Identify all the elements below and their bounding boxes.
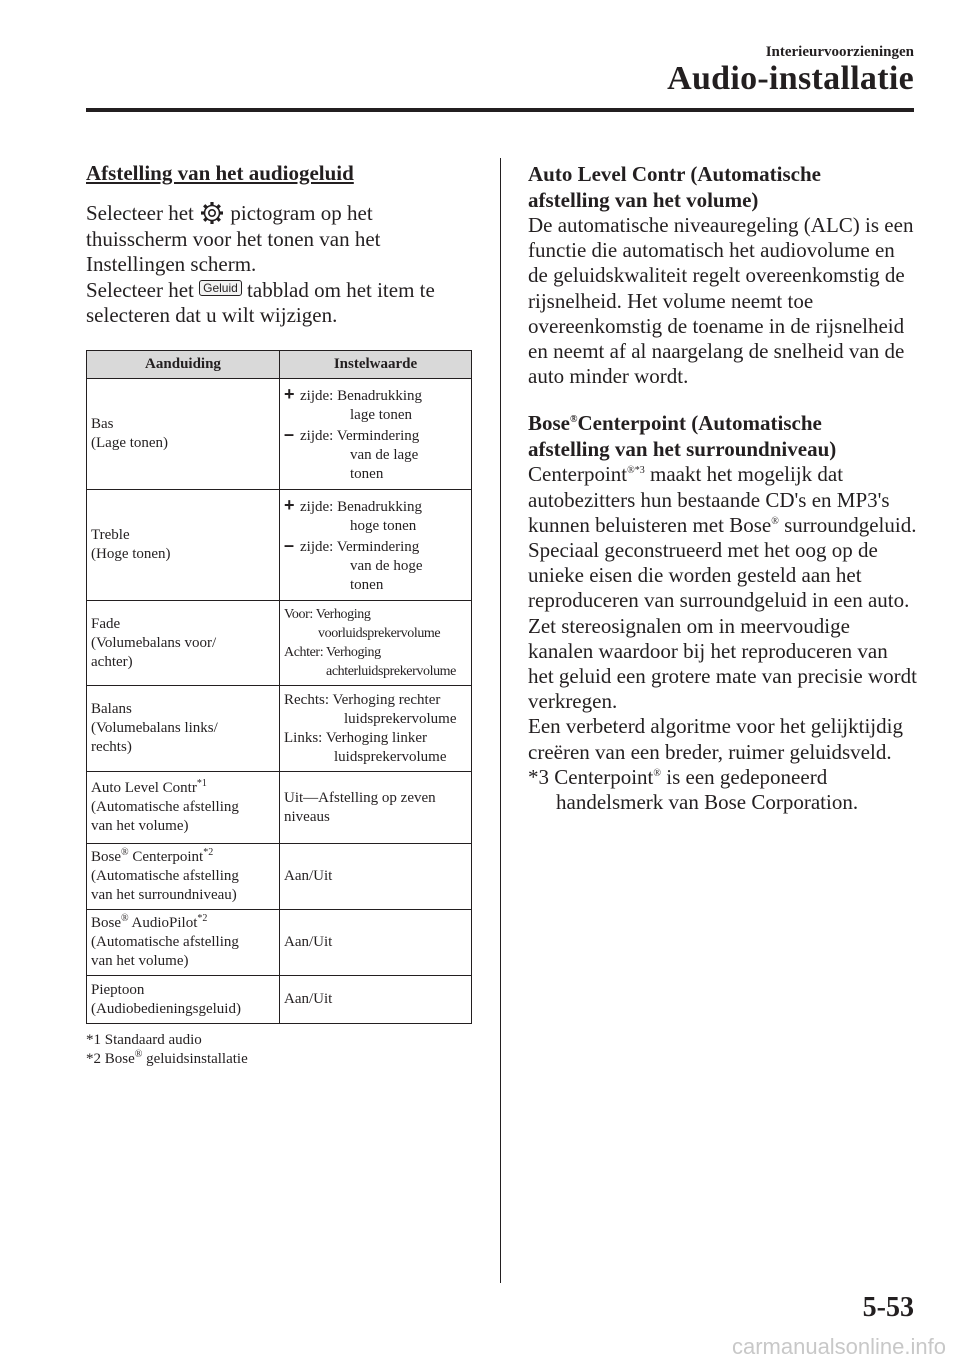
value-line: lage tonen	[350, 406, 413, 423]
column-header-aanduiding: Aanduiding	[87, 351, 280, 379]
table-row	[87, 601, 472, 686]
value-line: Voor: Verhoging	[284, 607, 371, 622]
row-name: Fade	[91, 615, 121, 632]
row-name: Bas	[91, 416, 114, 432]
row-value-alc	[280, 772, 472, 844]
row-subname: (Audiobedieningsgeluid)	[91, 1000, 241, 1017]
row-value-treble	[280, 490, 472, 601]
registered-footnote-mark: ®*3	[627, 465, 645, 477]
row-label-alc	[87, 772, 280, 844]
footnote-marker: *1	[196, 778, 207, 789]
row-value-balans	[280, 686, 472, 772]
row-subname: (Volumebalans links/	[91, 720, 218, 736]
body-text: surroundgeluid.	[778, 512, 917, 537]
value-line: tonen	[350, 576, 384, 593]
geluid-tab-button: Geluid	[199, 280, 242, 296]
footnote-1: *1 Standaard audio	[86, 1032, 202, 1048]
registered-mark: ®	[771, 515, 779, 527]
registered-mark: ®	[570, 414, 578, 426]
heading-line: Centerpoint (Automatische	[577, 411, 822, 436]
intro-paragraph-2	[86, 278, 474, 329]
left-column	[86, 160, 474, 329]
body-text: maakt het mogelijk dat autobezitters hun bestaande CD's en MP3's kunnen beluisteren met Bose	[528, 462, 890, 537]
value-line: van de hoge	[350, 557, 423, 574]
heading-line: afstelling van het volume)	[528, 187, 759, 212]
value-line: hoge tonen	[350, 517, 417, 534]
registered-mark: ®	[653, 767, 662, 779]
column-divider	[500, 158, 501, 1283]
body-text: Centerpoint	[528, 462, 628, 487]
value-line: Rechts: Verhoging rechter	[284, 691, 441, 708]
value-line: voorluidsprekervolume	[318, 626, 441, 641]
page-title: Audio-installatie	[667, 60, 914, 97]
row-label-centerpoint	[87, 844, 280, 910]
footnote-3	[528, 765, 918, 815]
table-row	[87, 976, 472, 1024]
row-subname: (Automatische afstelling	[91, 799, 239, 815]
intro-text: pictogram op het thuisscherm voor het tonen van het Instellingen scherm.	[86, 201, 381, 276]
registered-mark: ®	[134, 1049, 143, 1060]
footnote-marker: *2	[197, 913, 208, 924]
value-line: zijde: Vermindering	[300, 538, 420, 555]
section-title: Afstelling van het audiogeluid	[86, 161, 354, 185]
row-value-bas	[280, 379, 472, 490]
table-header-row	[87, 351, 472, 379]
footnote-text: *2 Bose	[86, 1051, 135, 1067]
heading-line: Auto Level Contr (Automatische	[528, 162, 821, 186]
centerpoint-paragraph-1	[528, 462, 918, 538]
row-name: Centerpoint	[128, 849, 204, 865]
centerpoint-paragraph-2: Speciaal geconstrueerd met het oog op de unieke eisen die worden gesteld aan het reproduceren van surroundgeluid in een auto.	[528, 538, 910, 613]
settings-gear-icon	[199, 200, 225, 226]
alc-heading	[528, 162, 918, 213]
table-row	[87, 686, 472, 772]
intro-text: Selecteer het	[86, 201, 194, 225]
row-label-bas	[87, 379, 280, 490]
row-name: Pieptoon	[91, 981, 145, 998]
plus-icon: +	[284, 494, 295, 515]
spacer	[528, 389, 918, 411]
plus-icon: +	[284, 383, 295, 404]
row-name: Treble	[91, 527, 130, 543]
value-line: Achter: Verhoging	[284, 645, 381, 660]
intro-text: Selecteer het	[86, 277, 194, 302]
value-line: achterluidsprekervolume	[326, 664, 456, 679]
table-row	[87, 490, 472, 601]
table-footnotes	[86, 1031, 248, 1069]
row-subname: van het volume)	[91, 953, 189, 969]
registered-mark: ®	[121, 847, 129, 858]
row-name: Bose	[91, 849, 121, 865]
table-row	[87, 844, 472, 910]
row-name: Bose	[91, 915, 121, 931]
row-value-audiopilot: Aan/Uit	[280, 910, 472, 976]
value-line: Links: Verhoging linker	[284, 729, 428, 746]
value-line: zijde: Benadrukking	[300, 498, 423, 515]
value-line: zijde: Vermindering	[300, 427, 420, 444]
row-label-balans	[87, 686, 280, 772]
header-rule	[86, 108, 914, 112]
row-subname: (Lage tonen)	[91, 435, 169, 451]
centerpoint-heading	[528, 411, 918, 462]
table-row	[87, 910, 472, 976]
row-value-pieptoon: Aan/Uit	[280, 976, 472, 1024]
right-column	[528, 162, 918, 815]
value-line: luidsprekervolume	[344, 710, 457, 727]
section-header: Interieurvoorzieningen	[765, 44, 914, 60]
row-label-treble	[87, 490, 280, 601]
row-label-fade	[87, 601, 280, 686]
footnote-2	[86, 1050, 248, 1069]
registered-mark: ®	[121, 913, 129, 924]
row-label-audiopilot	[87, 910, 280, 976]
row-subname: (Automatische afstelling	[91, 934, 239, 950]
watermark: carmanualsonline.info	[731, 1334, 946, 1359]
table-row	[87, 772, 472, 844]
heading-line: afstelling van het surroundniveau)	[528, 436, 837, 461]
row-value-centerpoint: Aan/Uit	[280, 844, 472, 910]
intro-paragraph-1	[86, 200, 474, 278]
row-subname: (Automatische afstelling	[91, 868, 239, 884]
value-line: luidsprekervolume	[334, 748, 447, 765]
heading-line: Bose	[528, 411, 570, 436]
minus-icon: –	[284, 534, 295, 555]
column-header-instelwaarde: Instelwaarde	[280, 351, 472, 379]
footnote-marker: *2	[203, 847, 214, 858]
minus-icon: –	[284, 423, 295, 444]
footnote-text: geluidsinstallatie	[142, 1051, 248, 1067]
row-subname: achter)	[91, 653, 133, 670]
row-name: AudioPilot	[128, 915, 198, 931]
centerpoint-paragraph-3: Zet stereosignalen om in meervoudige kanalen waardoor bij het reproduceren van het geluid een grotere mate van precisie wordt verkregen.	[528, 613, 917, 714]
footnote-text: *3 Centerpoint	[528, 764, 654, 789]
footnote-text: is een gedeponeerd	[661, 764, 828, 789]
row-name: Balans	[91, 701, 132, 717]
intro-text: tabblad om het item te selecteren dat u wilt wijzigen.	[86, 277, 435, 327]
settings-table	[86, 350, 472, 1024]
alc-paragraph: De automatische niveauregeling (ALC) is een functie die automatisch het audiovolume en de geluidskwaliteit regelt overeenkomstig de rijsnelheid. Het volume neemt toe overeenkomstig de toename in de rijsnelheid en neemt af al naargelang de snelheid van de auto minder wordt.	[528, 213, 914, 389]
row-subname: van het surroundniveau)	[91, 887, 237, 903]
value-line: zijde: Benadrukking	[300, 387, 423, 404]
centerpoint-paragraph-4: Een verbeterd algoritme voor het gelijktijdig creëren van een breder, ruimer geluidsveld.	[528, 714, 903, 764]
row-subname: van het volume)	[91, 818, 189, 834]
row-label-pieptoon	[87, 976, 280, 1024]
row-subname: (Hoge tonen)	[91, 546, 171, 562]
value-line: niveaus	[284, 808, 330, 825]
value-line: tonen	[350, 465, 384, 482]
row-value-fade	[280, 601, 472, 686]
table-row	[87, 379, 472, 490]
row-subname: (Volumebalans voor/	[91, 634, 217, 651]
row-subname: rechts)	[91, 739, 132, 755]
row-name: Auto Level Contr	[91, 780, 197, 796]
page-number: 5-53	[862, 1292, 914, 1323]
value-line: van de lage	[350, 446, 419, 463]
value-line: Uit—Afstelling op zeven	[284, 789, 436, 806]
footnote-text: handelsmerk van Bose Corporation.	[556, 790, 859, 815]
